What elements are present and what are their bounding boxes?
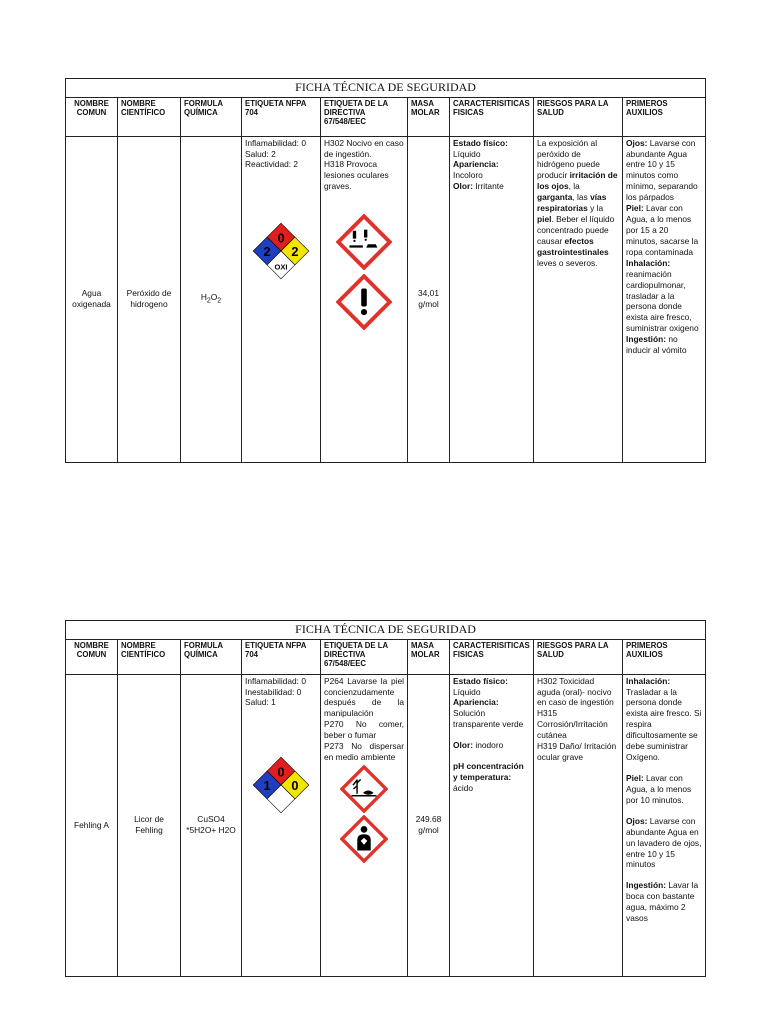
- directiva-line: H302 Nocivo en caso de ingestión.: [324, 137, 404, 159]
- sheet-title: FICHA TÉCNICA DE SEGURIDAD: [66, 621, 706, 640]
- col-header-masa-molar: MASA MOLAR: [408, 639, 450, 674]
- safety-sheet-1: [65, 78, 706, 463]
- health-hazard-icon: [340, 815, 388, 863]
- formula-sub-2: 2: [217, 297, 222, 305]
- directiva-line: H318 Provoca lesiones oculares graves.: [324, 159, 389, 192]
- col-header-nombre-cientifico: NOMBRE CIENTÍFICO: [118, 97, 181, 136]
- nfpa-cell: [242, 136, 321, 462]
- caracteristicas-cell: [450, 136, 534, 462]
- formula-sub-1: 2: [206, 297, 211, 305]
- directiva-cell: [321, 674, 408, 976]
- estado-label: Estado físico:: [453, 137, 508, 148]
- piel-text: Lavar con Agua, a lo menos por 15 a 20 minutos, sacarse la ropa contaminada: [626, 203, 699, 257]
- ph-value: ácido: [453, 782, 474, 793]
- riesgo-text: , la: [568, 181, 580, 192]
- ingestion-text: no inducir al vómito: [626, 334, 687, 356]
- nfpa-line: Inflamabilidad: 0: [245, 137, 306, 148]
- ojos-label: Ojos:: [626, 815, 648, 826]
- ingestion-text: Lavar la boca con bastante agua, máximo 2 vasos: [626, 880, 699, 924]
- col-header-directiva: ETIQUETA DE LA DIRECTIVA 67/548/EEC: [321, 639, 408, 674]
- nfpa-line: Salud: 2: [245, 148, 276, 159]
- formula-o: O: [210, 292, 218, 303]
- directiva-line: P264 Lavarse la piel concienzudamente después de la manipulación: [324, 675, 404, 719]
- col-header-directiva: ETIQUETA DE LA DIRECTIVA 67/548/EEC: [321, 97, 408, 136]
- riesgo-bold: efectos gastrointestinales: [537, 235, 609, 257]
- olor-label: Olor:: [453, 181, 474, 192]
- formula-line: CuSO4: [197, 814, 225, 825]
- col-header-caracteristicas: CARACTERISITICAS FISICAS: [450, 639, 534, 674]
- col-header-caracteristicas: CARACTERISITICAS FISICAS: [450, 97, 534, 136]
- riesgo-text: . Beber el líquido concentrado puede causar: [537, 214, 615, 246]
- nfpa-diamond-icon: [252, 756, 310, 814]
- col-header-formula: FORMULA QUÍMICA: [181, 97, 242, 136]
- ingestion-label: Ingestión:: [626, 880, 667, 891]
- nombre-comun-cell: Fehling A: [66, 674, 118, 976]
- riesgo-text: La exposición al peróxido de hidrógeno puede producir: [537, 137, 600, 181]
- nfpa-flammability: 0: [277, 764, 285, 780]
- masa-molar-cell: 249.68 g/mol: [408, 674, 450, 976]
- nfpa-flammability: 0: [277, 230, 285, 246]
- inhalacion-text: Trasladar a la persona donde exista aire fresco. Si respira dificultosamente se debe suministrar Oxígeno.: [626, 686, 702, 763]
- nombre-cientifico-cell: Licor de Fehling: [118, 674, 181, 976]
- formula-line: *5H2O+ H2O: [186, 825, 236, 836]
- formula-h: H: [200, 292, 207, 303]
- directiva-cell: [321, 136, 408, 462]
- nfpa-health: 1: [263, 778, 271, 794]
- auxilios-cell: [623, 674, 706, 976]
- directiva-line: P273 No dispersar en medio ambiente: [324, 741, 404, 763]
- col-header-formula: FORMULA QUÍMICA: [181, 639, 242, 674]
- ojos-text: Lavarse con abundante Agua en un lavadero de ojos, entre 10 y 15 minutos: [626, 815, 702, 870]
- riesgo-bold: vías respiratorias: [537, 192, 607, 214]
- estado-value: Líquido: [453, 148, 481, 159]
- riesgos-cell: [534, 136, 623, 462]
- estado-label: Estado físico:: [453, 675, 508, 686]
- nfpa-line: Inestabilidad: 0: [245, 686, 302, 697]
- nfpa-diamond-icon: [252, 222, 310, 280]
- col-header-nfpa: ETIQUETA NFPA 704: [242, 97, 321, 136]
- safety-sheet-2: [65, 620, 706, 977]
- formula-cell: [181, 136, 242, 462]
- nfpa-reactivity: 2: [291, 244, 299, 260]
- auxilios-cell: [623, 136, 706, 462]
- inhalacion-label: Inhalación:: [626, 257, 671, 268]
- directiva-line: P270 No comer, beber o fumar: [324, 719, 404, 741]
- corrosion-icon: [336, 214, 392, 270]
- nfpa-special: OXI: [274, 262, 288, 272]
- riesgo-bold: garganta: [537, 192, 573, 203]
- nfpa-reactivity: 0: [291, 778, 299, 794]
- apariencia-value: Incoloro: [453, 170, 483, 181]
- col-header-nombre-cientifico: NOMBRE CIENTÍFICO: [118, 639, 181, 674]
- riesgos-cell: [534, 674, 623, 976]
- riesgo-bold: piel: [537, 214, 552, 225]
- ph-label: pH concentración y temperatura:: [453, 761, 524, 783]
- col-header-masa-molar: MASA MOLAR: [408, 97, 450, 136]
- ingestion-label: Ingestión:: [626, 334, 667, 345]
- col-header-nombre-comun: NOMBRE COMUN: [66, 639, 118, 674]
- ojos-text: Lavarse con abundante Agua entre 10 y 15 minutos como mínimo, separando los párpados: [626, 137, 698, 203]
- nombre-comun-cell: Agua oxigenada: [66, 136, 118, 462]
- environment-icon: [340, 765, 388, 813]
- piel-text: Lavar con Agua, a lo menos por 10 minutos.: [626, 772, 692, 805]
- riesgo-line: H302 Toxicidad aguda (oral)- nocivo en caso de ingestión: [537, 675, 614, 708]
- ojos-label: Ojos:: [626, 137, 648, 148]
- caracteristicas-cell: [450, 674, 534, 976]
- apariencia-label: Apariencia:: [453, 159, 499, 170]
- col-header-riesgos: RIESGOS PARA LA SALUD: [534, 639, 623, 674]
- apariencia-value: Solución transparente verde: [453, 708, 524, 730]
- piel-label: Piel:: [626, 772, 644, 783]
- col-header-riesgos: RIESGOS PARA LA SALUD: [534, 97, 623, 136]
- riesgo-text: y la: [587, 203, 604, 214]
- nfpa-line: Reactividad: 2: [245, 159, 299, 170]
- piel-label: Piel:: [626, 203, 644, 214]
- col-header-auxilios: PRIMEROS AUXILIOS: [623, 639, 706, 674]
- inhalacion-label: Inhalación:: [626, 675, 671, 686]
- riesgo-text: leves o severos.: [537, 257, 598, 268]
- estado-value: Líquido: [453, 686, 481, 697]
- riesgo-line: H319 Daño/ Irritación ocular grave: [537, 741, 617, 763]
- inhalacion-text: reanimación cardiopulmonar, trasladar a la persona donde exista aire fresco, suministrar oxigeno: [626, 268, 699, 334]
- apariencia-label: Apariencia:: [453, 697, 499, 708]
- nfpa-line: Inflamabilidad: 0: [245, 675, 306, 686]
- riesgo-text: , las: [572, 192, 591, 203]
- sheet-title: FICHA TÉCNICA DE SEGURIDAD: [66, 79, 706, 98]
- nfpa-line: Salud: 1: [245, 697, 276, 708]
- exclamation-icon: [336, 274, 392, 330]
- col-header-nombre-comun: NOMBRE COMUN: [66, 97, 118, 136]
- olor-value: inodoro: [475, 740, 504, 751]
- nombre-cientifico-cell: Peróxido de hidrogeno: [118, 136, 181, 462]
- masa-molar-cell: 34,01 g/mol: [408, 136, 450, 462]
- nfpa-cell: [242, 674, 321, 976]
- nfpa-health: 2: [263, 244, 271, 260]
- riesgo-bold: irritación de los ojos: [537, 170, 618, 192]
- formula-cell: [181, 674, 242, 976]
- col-header-nfpa: ETIQUETA NFPA 704: [242, 639, 321, 674]
- olor-value: Irritante: [475, 181, 504, 192]
- riesgo-line: H315 Corrosión/Irritación cutánea: [537, 708, 608, 741]
- col-header-auxilios: PRIMEROS AUXILIOS: [623, 97, 706, 136]
- olor-label: Olor:: [453, 740, 474, 751]
